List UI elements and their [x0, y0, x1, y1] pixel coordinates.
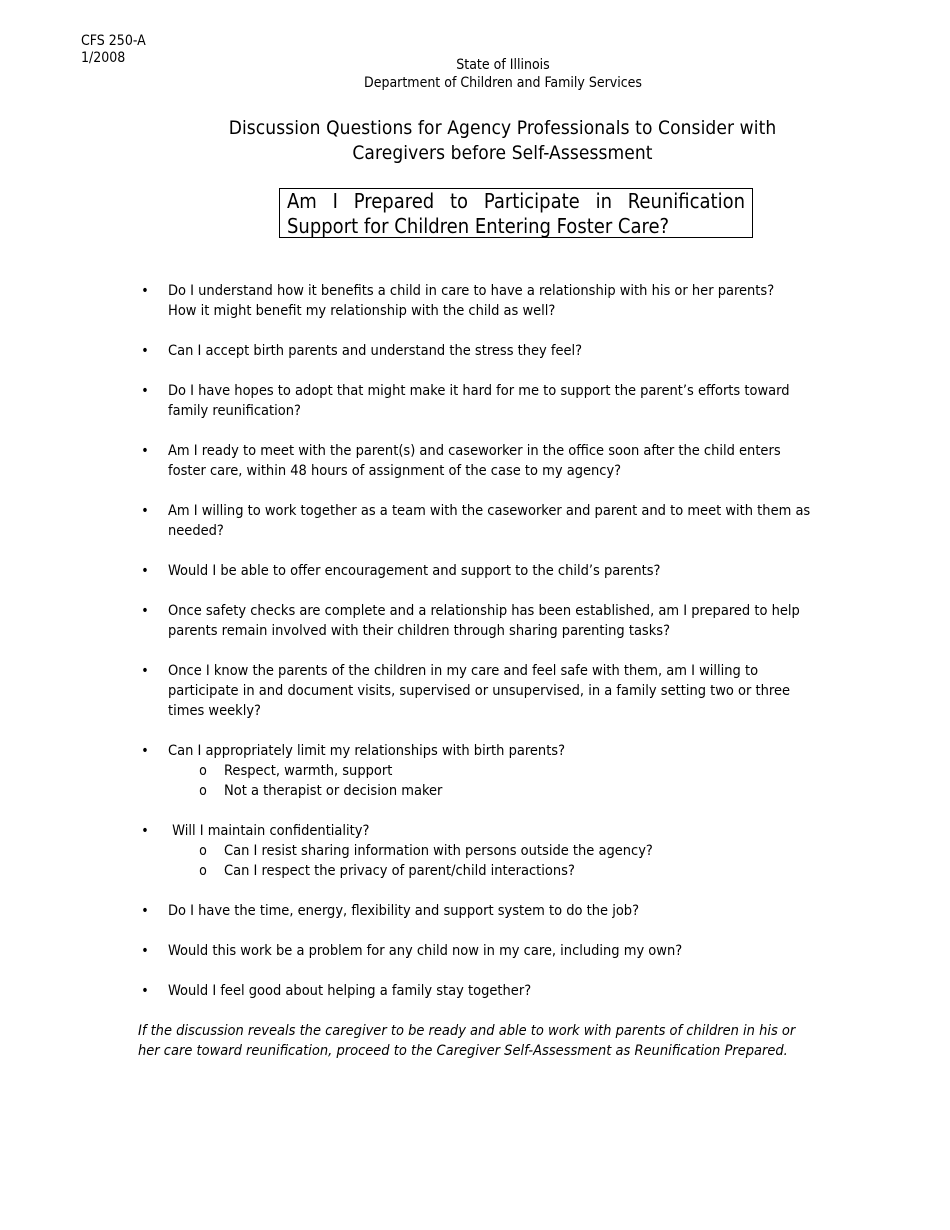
- bullet-icon: •: [141, 663, 149, 679]
- question-line: Once I know the parents of the children in my care and feel safe with them, am I willing to: [168, 663, 759, 679]
- question-item: [138, 941, 843, 961]
- subtitle-line-2: Caregivers before Self-Assessment: [352, 142, 653, 164]
- bullet-icon: •: [141, 603, 149, 619]
- circle-bullet-icon: o: [199, 843, 207, 859]
- question-line: Do I have the time, energy, flexibility and support system to do the job?: [168, 903, 640, 919]
- question-list: [138, 281, 843, 1001]
- question-line: Once safety checks are complete and a relationship has been established, am I prepared to help: [168, 603, 800, 619]
- closing-line-2: her care toward reunification, proceed to the Caregiver Self-Assessment as Reunification Prepared.: [138, 1043, 788, 1059]
- department-name: Department of Children and Family Services: [364, 75, 642, 91]
- form-date: 1/2008: [81, 50, 126, 66]
- sub-question-text: Can I respect the privacy of parent/child interactions?: [224, 863, 575, 879]
- question-item: [138, 441, 843, 481]
- document-title-box: [279, 188, 753, 238]
- question-item: [138, 981, 843, 1001]
- bullet-icon: •: [141, 983, 149, 999]
- question-item: [138, 561, 843, 581]
- circle-bullet-icon: o: [199, 863, 207, 879]
- question-line: family reunification?: [168, 403, 301, 419]
- question-item: [138, 901, 843, 921]
- question-line: times weekly?: [168, 703, 261, 719]
- closing-line-1: If the discussion reveals the caregiver to be ready and able to work with parents of children in his or: [138, 1023, 796, 1039]
- document-subtitle: [150, 116, 855, 166]
- question-line: Am I ready to meet with the parent(s) and caseworker in the office soon after the child enters: [168, 443, 781, 459]
- question-line: Would this work be a problem for any child now in my care, including my own?: [168, 943, 683, 959]
- question-item: [138, 661, 843, 721]
- bullet-icon: •: [141, 903, 149, 919]
- title-line-1: Am I Prepared to Participate in Reunification: [287, 189, 745, 213]
- question-line: Do I understand how it benefits a child in care to have a relationship with his or her parents?: [168, 283, 775, 299]
- bullet-icon: •: [141, 743, 149, 759]
- bullet-icon: •: [141, 283, 149, 299]
- question-item: [138, 741, 843, 801]
- question-item: [138, 341, 843, 361]
- sub-question-text: Not a therapist or decision maker: [224, 783, 443, 799]
- bullet-icon: •: [141, 503, 149, 519]
- sub-question-list: [168, 761, 843, 801]
- question-item: [138, 821, 843, 881]
- question-line: Can I appropriately limit my relationships with birth parents?: [168, 743, 566, 759]
- sub-question-item: [168, 761, 843, 781]
- bullet-icon: •: [141, 943, 149, 959]
- question-item: [138, 601, 843, 641]
- subtitle-line-1: Discussion Questions for Agency Professionals to Consider with: [228, 117, 777, 139]
- question-item: [138, 381, 843, 421]
- question-line: Would I feel good about helping a family stay together?: [168, 983, 532, 999]
- closing-instructions: [138, 1021, 850, 1061]
- question-line: needed?: [168, 523, 224, 539]
- title-line-2: Support for Children Entering Foster Care?: [287, 214, 670, 238]
- circle-bullet-icon: o: [199, 763, 207, 779]
- sub-question-text: Can I resist sharing information with persons outside the agency?: [224, 843, 653, 859]
- sub-question-list: [168, 841, 843, 881]
- question-line: participate in and document visits, supervised or unsupervised, in a family setting two or three: [168, 683, 791, 699]
- question-line: Do I have hopes to adopt that might make it hard for me to support the parent’s efforts toward: [168, 383, 790, 399]
- bullet-icon: •: [141, 383, 149, 399]
- form-number: CFS 250-A: [81, 33, 146, 49]
- bullet-icon: •: [141, 343, 149, 359]
- question-line: foster care, within 48 hours of assignment of the case to my agency?: [168, 463, 622, 479]
- question-line: How it might benefit my relationship with the child as well?: [168, 303, 556, 319]
- bullet-icon: •: [141, 443, 149, 459]
- question-item: [138, 501, 843, 541]
- agency-header: [0, 56, 950, 92]
- state-name: State of Illinois: [456, 57, 550, 73]
- sub-question-item: [168, 841, 843, 861]
- question-item: [138, 281, 843, 321]
- bullet-icon: •: [141, 563, 149, 579]
- question-line: Will I maintain confidentiality?: [168, 823, 370, 839]
- bullet-icon: •: [141, 823, 149, 839]
- sub-question-text: Respect, warmth, support: [224, 763, 393, 779]
- question-line: Can I accept birth parents and understand the stress they feel?: [168, 343, 583, 359]
- sub-question-item: [168, 781, 843, 801]
- sub-question-item: [168, 861, 843, 881]
- question-line: Would I be able to offer encouragement and support to the child’s parents?: [168, 563, 661, 579]
- circle-bullet-icon: o: [199, 783, 207, 799]
- question-line: parents remain involved with their children through sharing parenting tasks?: [168, 623, 671, 639]
- question-line: Am I willing to work together as a team with the caseworker and parent and to meet with them as: [168, 503, 811, 519]
